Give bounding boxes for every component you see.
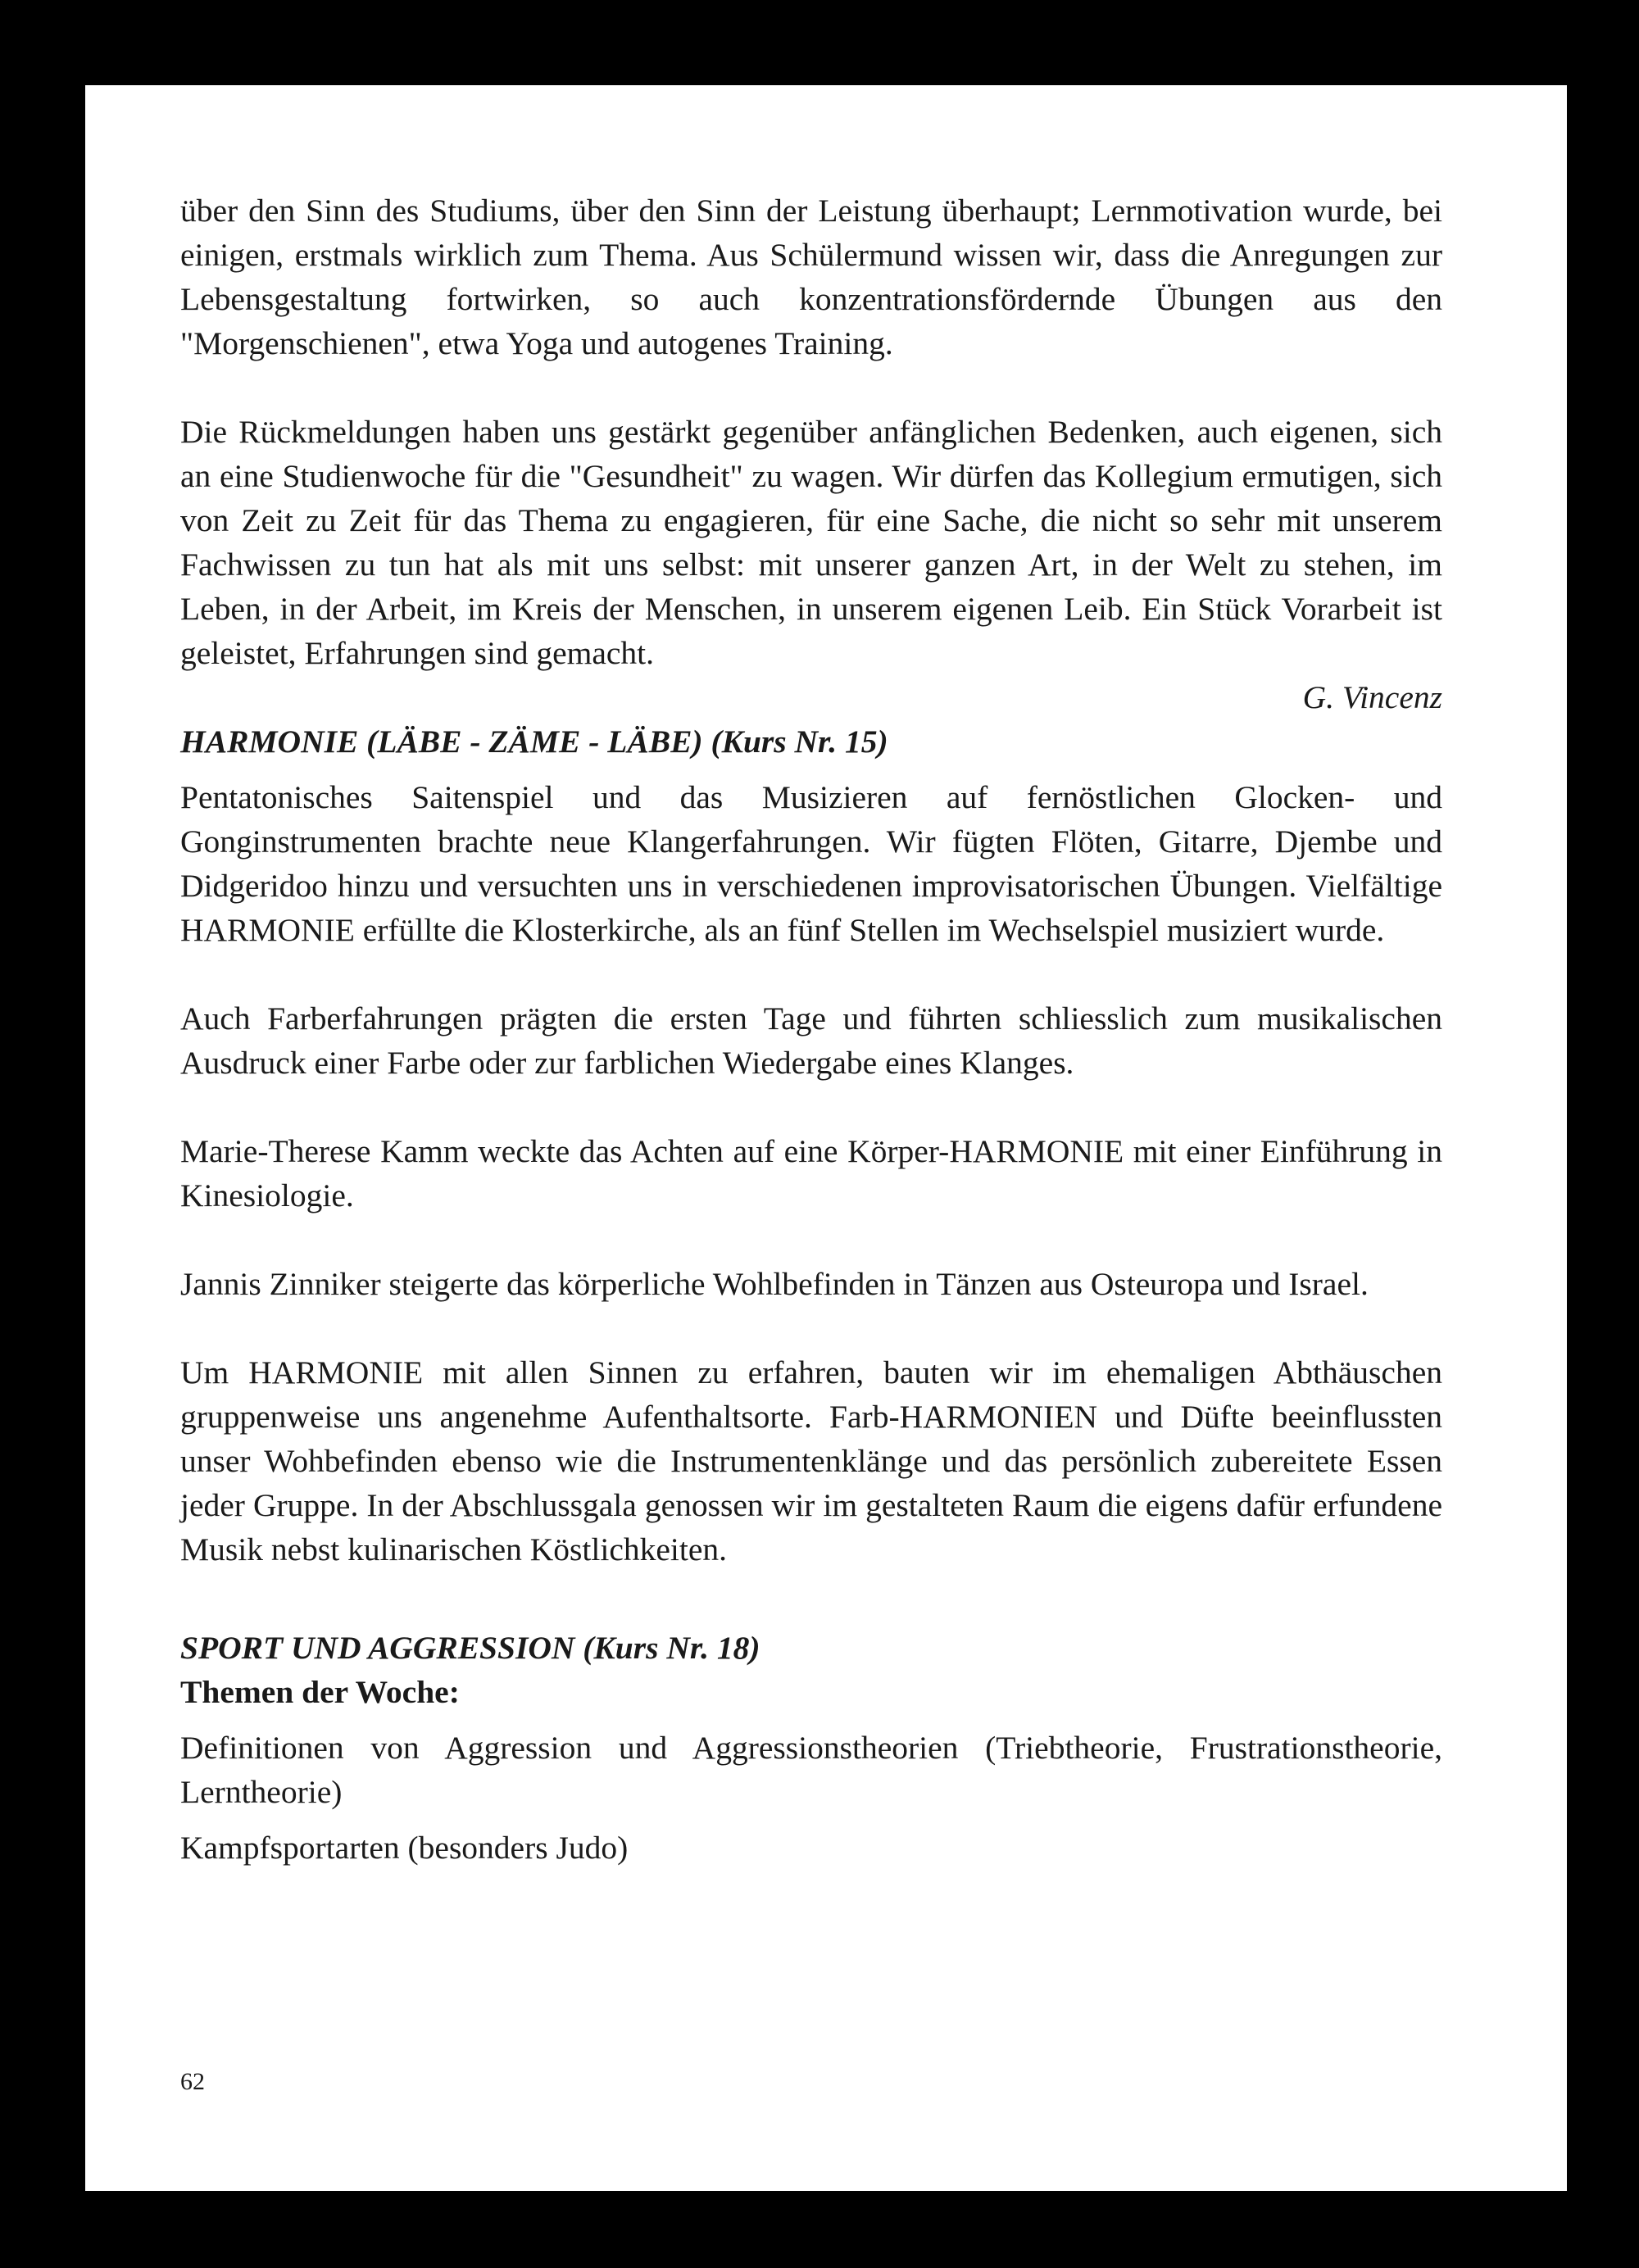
paragraph-martial-arts: Kampfsportarten (besonders Judo) <box>180 1830 629 1866</box>
paragraph-pentatonic: Pentatonisches Saitenspiel und das Musizieren auf fernöstlichen Glocken- und Gonginstrumenten brachte neue Klangerfahrungen. Wir fügten Flöten, Gitarre, Djembe und Didgeridoo hinzu und versuchten uns in verschiedenen improvisatorischen Übungen. Vielfältige HARMONIE erfüllte die Klosterkirche, als an fünf Stellen im Wechselspiel musiziert wurde. <box>180 779 1442 948</box>
paragraph-dances: Jannis Zinniker steigerte das körperliche Wohlbefinden in Tänzen aus Osteuropa und Israel. <box>180 1266 1369 1302</box>
paragraph-senses: Um HARMONIE mit allen Sinnen zu erfahren, bauten wir im ehemaligen Abthäuschen gruppenweise uns angenehme Aufenthaltsorte. Farb-HARMONIEN und Düfte beeinflussten unser Wohbefinden ebenso wie die Instrumentenklänge und das persönlich zubereitete Essen jeder Gruppe. In der Abschlussgala genossen wir im gestalteten Raum die eigens dafür erfundene Musik nebst kulinarischen Köstlichkeiten. <box>180 1354 1442 1567</box>
paragraph-feedback: Die Rückmeldungen haben uns gestärkt gegenüber anfänglichen Bedenken, auch eigenen, sich an eine Studienwoche für die "Gesundheit" zu wagen. Wir dürfen das Kollegium ermutigen, sich von Zeit zu Zeit für das Thema zu engagieren, für eine Sache, die nicht so sehr mit unserem Fachwissen zu tun hat als mit uns selbst: mit unserer ganzen Art, in der Welt zu stehen, im Leben, in der Arbeit, im Kreis der Menschen, in unserem eigenen Leib. Ein Stück Vorarbeit ist geleistet, Erfahrungen sind gemacht. <box>180 414 1442 671</box>
page-content <box>180 188 1442 1870</box>
paragraph-definitions: Definitionen von Aggression und Aggressionstheorien (Triebtheorie, Frustrationstheorie, Lerntheorie) <box>180 1730 1442 1810</box>
paragraph-study-meaning: über den Sinn des Studiums, über den Sinn der Leistung überhaupt; Lernmotivation wurde, bei einigen, erstmals wirklich zum Thema. Aus Schülermund wissen wir, dass die Anregungen zur Lebensgestaltung fortwirken, so auch konzentrationsfördernde Übungen aus den "Morgenschienen", etwa Yoga und autogenes Training. <box>180 193 1442 361</box>
section-heading-harmonie: HARMONIE (LÄBE - ZÄME - LÄBE) (Kurs Nr. 15) <box>180 723 888 760</box>
page-number: 62 <box>180 2068 205 2095</box>
subheading-themes: Themen der Woche: <box>180 1674 460 1710</box>
section-heading-sport: SPORT UND AGGRESSION (Kurs Nr. 18) <box>180 1630 760 1666</box>
paragraph-kinesiology: Marie-Therese Kamm weckte das Achten auf eine Körper-HARMONIE mit einer Einführung in Kinesiologie. <box>180 1133 1442 1213</box>
document-page <box>85 85 1567 2191</box>
author-signature: G. Vincenz <box>1302 679 1442 715</box>
paragraph-color-experience: Auch Farberfahrungen prägten die ersten Tage und führten schliesslich zum musikalischen Ausdruck einer Farbe oder zur farblichen Wiedergabe eines Klanges. <box>180 1000 1442 1081</box>
